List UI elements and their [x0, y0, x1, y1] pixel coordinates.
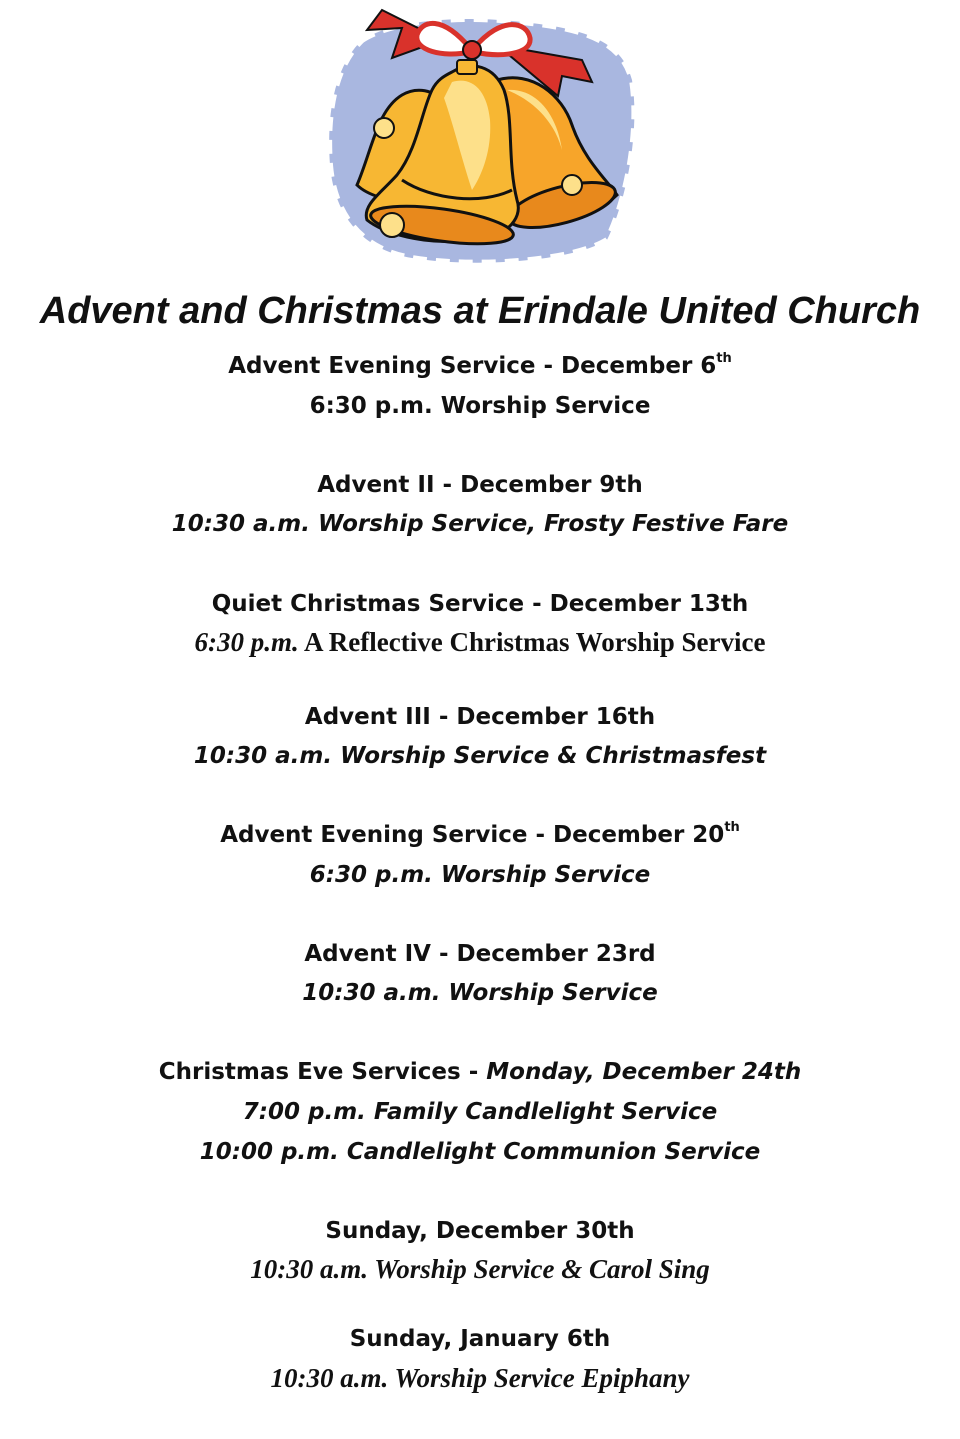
event-heading: Advent IV - December 23rd — [304, 941, 656, 967]
event-heading: Advent II - December 9th — [317, 472, 643, 498]
christmas-bells-illustration — [322, 0, 642, 275]
event-detail: 6:30 p.m. Worship Service — [309, 862, 651, 888]
event-heading: Christmas Eve Services - Monday, December 24th — [158, 1059, 802, 1085]
event-heading: Quiet Christmas Service - December 13th — [211, 591, 749, 617]
event-detail: 10:30 a.m. Worship Service Epiphany — [270, 1363, 690, 1393]
bow-knot — [463, 41, 481, 59]
event-detail: 6:30 p.m. Worship Service — [309, 393, 651, 419]
event-heading: Advent Evening Service - December 20th — [220, 820, 740, 848]
event-detail: 10:30 a.m. Worship Service & Christmasfest — [193, 743, 767, 769]
event-detail: 10:30 a.m. Worship Service — [302, 980, 658, 1006]
event-heading: Sunday, January 6th — [349, 1326, 611, 1352]
event-detail: 10:30 a.m. Worship Service, Frosty Festive Fare — [171, 511, 789, 537]
bell-clapper — [380, 213, 404, 237]
event-detail: 6:30 p.m. A Reflective Christmas Worship Service — [194, 627, 766, 657]
event-detail: 7:00 p.m. Family Candlelight Service — [242, 1099, 718, 1125]
page-title: Advent and Christmas at Erindale United Church — [39, 290, 921, 332]
event-heading: Advent Evening Service - December 6th — [228, 351, 732, 379]
event-detail: 10:30 a.m. Worship Service & Carol Sing — [250, 1254, 710, 1284]
event-heading: Advent III - December 16th — [304, 704, 656, 730]
event-heading: Sunday, December 30th — [325, 1218, 635, 1244]
event-detail: 10:00 p.m. Candlelight Communion Service — [199, 1139, 761, 1165]
